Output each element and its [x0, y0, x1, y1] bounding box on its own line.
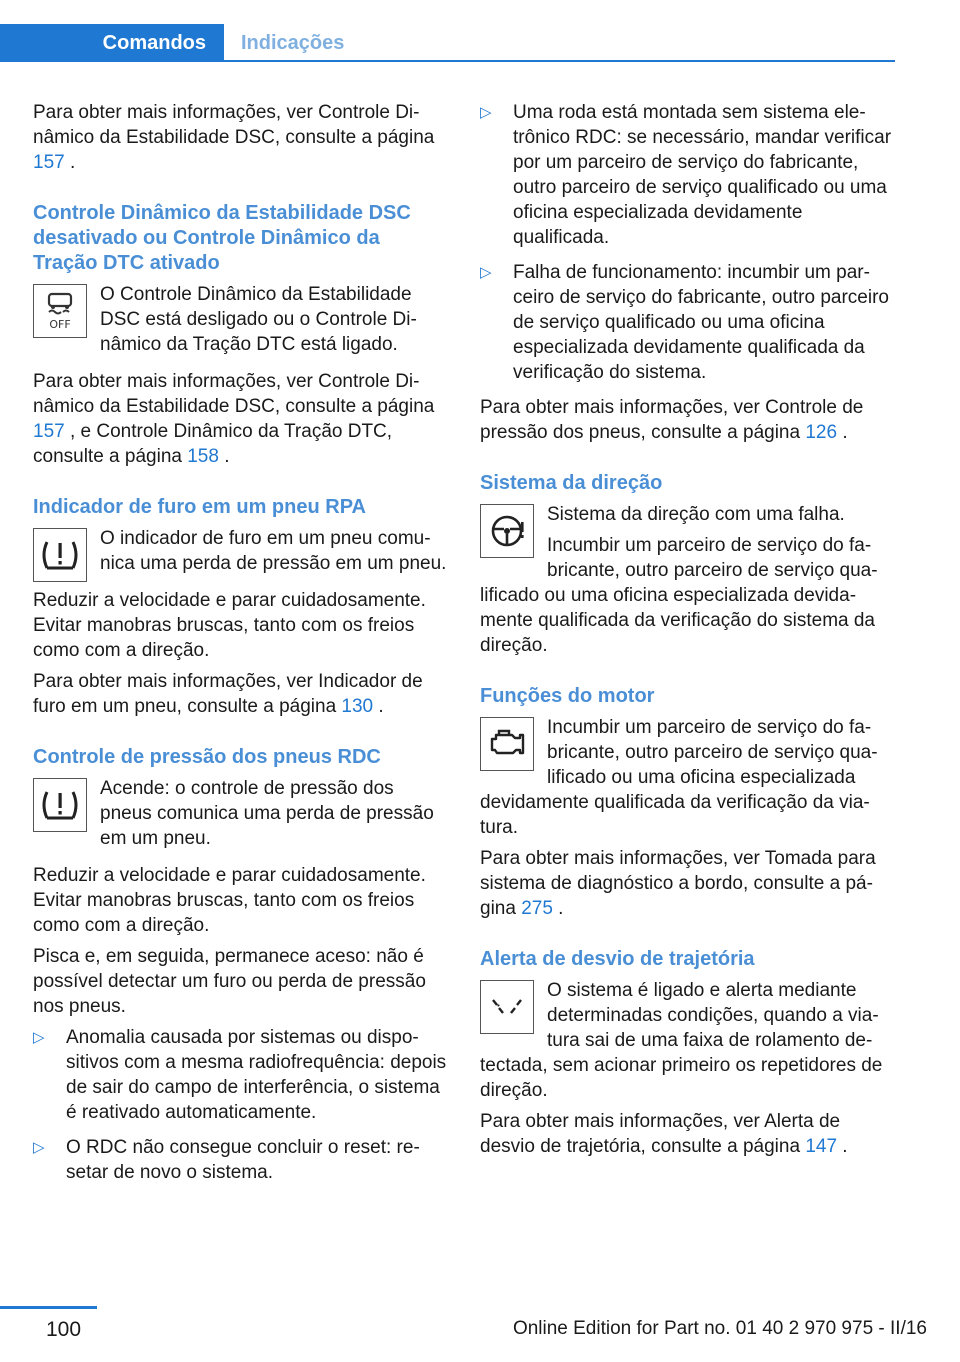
section-heading-rdc: Controle de pressão dos pneus RDC: [33, 746, 381, 768]
list-item: ▷ Falha de funcionamento: incumbir um parceiro de serviço do fabricante, outro parceiro de serviço qualificado ou uma oficina especializada devidamente qualificada da verificação do sistema.: [480, 262, 889, 383]
tire-pressure-warning-icon: [33, 528, 87, 582]
page-link[interactable]: 130: [341, 696, 374, 717]
rdc-description: Acende: o controle de pressão dos pneus comunica uma perda de pressão em um pneu.: [100, 778, 434, 849]
dsc-description: O Controle Dinâmico da Estabilidade DSC está desligado ou o Controle Dinâmico da Tração DTC está ligado.: [100, 284, 417, 355]
steering-fault: Sistema da direção com uma falha.: [547, 504, 845, 525]
section-heading-steering: Sistema da direção: [480, 472, 663, 494]
header-rule: [224, 60, 895, 62]
right-column: [480, 100, 895, 1165]
tire-pressure-warning-icon: [33, 778, 87, 832]
rpa-indicator: [33, 526, 448, 582]
list-item: ▷ O RDC não consegue concluir o reset: resetar de novo o sistema.: [33, 1137, 420, 1183]
rpa-more-info: Para obter mais informações, ver Indicador de furo em um pneu, consulte a página 130 .: [33, 671, 423, 717]
section-heading-lane: Alerta de desvio de trajetória: [480, 948, 755, 970]
engine-check-icon: [480, 717, 534, 771]
bullet-triangle-icon: ▷: [480, 104, 492, 121]
rpa-instruction: Reduzir a velocidade e parar cuidadosamente. Evitar manobras bruscas, tanto com os freios como com a direção.: [33, 590, 426, 661]
page-number: 100: [46, 1318, 82, 1341]
section-heading-rpa: Indicador de furo em um pneu RPA: [33, 496, 366, 518]
lane-description: O sistema é ligado e alerta mediante determinadas condições, quando a viatura sai de uma faixa de rolamento detectada, sem acionar primeiro os repetidores de direção.: [480, 980, 883, 1101]
tab-indicacoes[interactable]: Indicações: [241, 31, 345, 54]
list-item: ▷ Anomalia causada por sistemas ou dispositivos com a mesma radiofrequência: depois de sair do campo de interferência, o sistema é reativado automaticamente.: [33, 1027, 447, 1123]
lane-departure-icon: [480, 980, 534, 1034]
list-item: ▷ Uma roda está montada sem sistema eletrônico RDC: se necessário, mandar verificar por um parceiro de serviço do fabricante, outro parceiro de serviço qualificado ou uma oficina especializada devidamente qualificada.: [480, 102, 892, 248]
page-link[interactable]: 158: [187, 446, 219, 467]
engine-indicator: [480, 715, 895, 840]
intro-paragraph: Para obter mais informações, ver Controle Dinâmico da Estabilidade DSC, consulte a página 157 .: [33, 102, 435, 173]
section-heading-engine: Funções do motor: [480, 685, 655, 707]
rpa-description: O indicador de furo em um pneu comunica uma perda de pressão em um pneu.: [100, 528, 447, 574]
dsc-indicator: [33, 282, 448, 363]
page-link[interactable]: 275: [521, 898, 553, 919]
steering-warning-icon: [480, 504, 534, 558]
bullet-triangle-icon: ▷: [33, 1139, 45, 1156]
footer-rule: [0, 1306, 97, 1309]
tab-comandos[interactable]: Comandos: [0, 24, 224, 62]
rdc-bullet-list-cont: [480, 100, 895, 385]
engine-more-info: Para obter mais informações, ver Tomada para sistema de diagnóstico a bordo, consulte a página 275 .: [480, 848, 876, 919]
rdc-indicator: [33, 776, 448, 857]
lane-more-info: Para obter mais informações, ver Alerta de desvio de trajetória, consulte a página 147 .: [480, 1111, 848, 1157]
dsc-off-icon: [33, 284, 87, 338]
page-link[interactable]: 147: [805, 1136, 838, 1157]
page-link[interactable]: 157: [33, 152, 65, 173]
rdc-instruction: Reduzir a velocidade e parar cuidadosamente. Evitar manobras bruscas, tanto com os freios como com a direção.: [33, 865, 426, 936]
page-link[interactable]: 126: [805, 422, 838, 443]
page-link[interactable]: 157: [33, 421, 65, 442]
lane-indicator: [480, 978, 895, 1103]
steering-description: Incumbir um parceiro de serviço do fabricante, outro parceiro de serviço qualificado ou uma oficina especializada devidamente qualificada da verificação do sistema da direção.: [480, 535, 878, 656]
bullet-triangle-icon: ▷: [480, 264, 492, 281]
section-heading-dsc: Controle Dinâmico da Estabilidade DSC desativado ou Controle Dinâmico da Tração DTC ativado: [33, 202, 411, 274]
header-tabs: [0, 0, 895, 62]
rdc-bullet-list: [33, 1025, 448, 1185]
dsc-more-info: Para obter mais informações, ver Controle Dinâmico da Estabilidade DSC, consulte a página 157 , e Controle Dinâmico da Tração DTC, consulte a página 158 .: [33, 371, 435, 467]
edition-note: Online Edition for Part no. 01 40 2 970 975 - II/16: [512, 1318, 927, 1339]
bullet-triangle-icon: ▷: [33, 1029, 45, 1046]
steering-indicator: [480, 502, 895, 658]
rdc-more-info: Para obter mais informações, ver Controle de pressão dos pneus, consulte a página 126 .: [480, 397, 864, 443]
rdc-flashing: Pisca e, em seguida, permanece aceso: não é possível detectar um furo ou perda de pressão nos pneus.: [33, 946, 426, 1017]
left-column: [33, 100, 448, 1195]
engine-description: Incumbir um parceiro de serviço do fabricante, outro parceiro de serviço qualificado ou uma oficina especializada devidamente qualificada da verificação da viatura.: [480, 717, 878, 838]
svg-text:OFF: OFF: [49, 318, 71, 331]
